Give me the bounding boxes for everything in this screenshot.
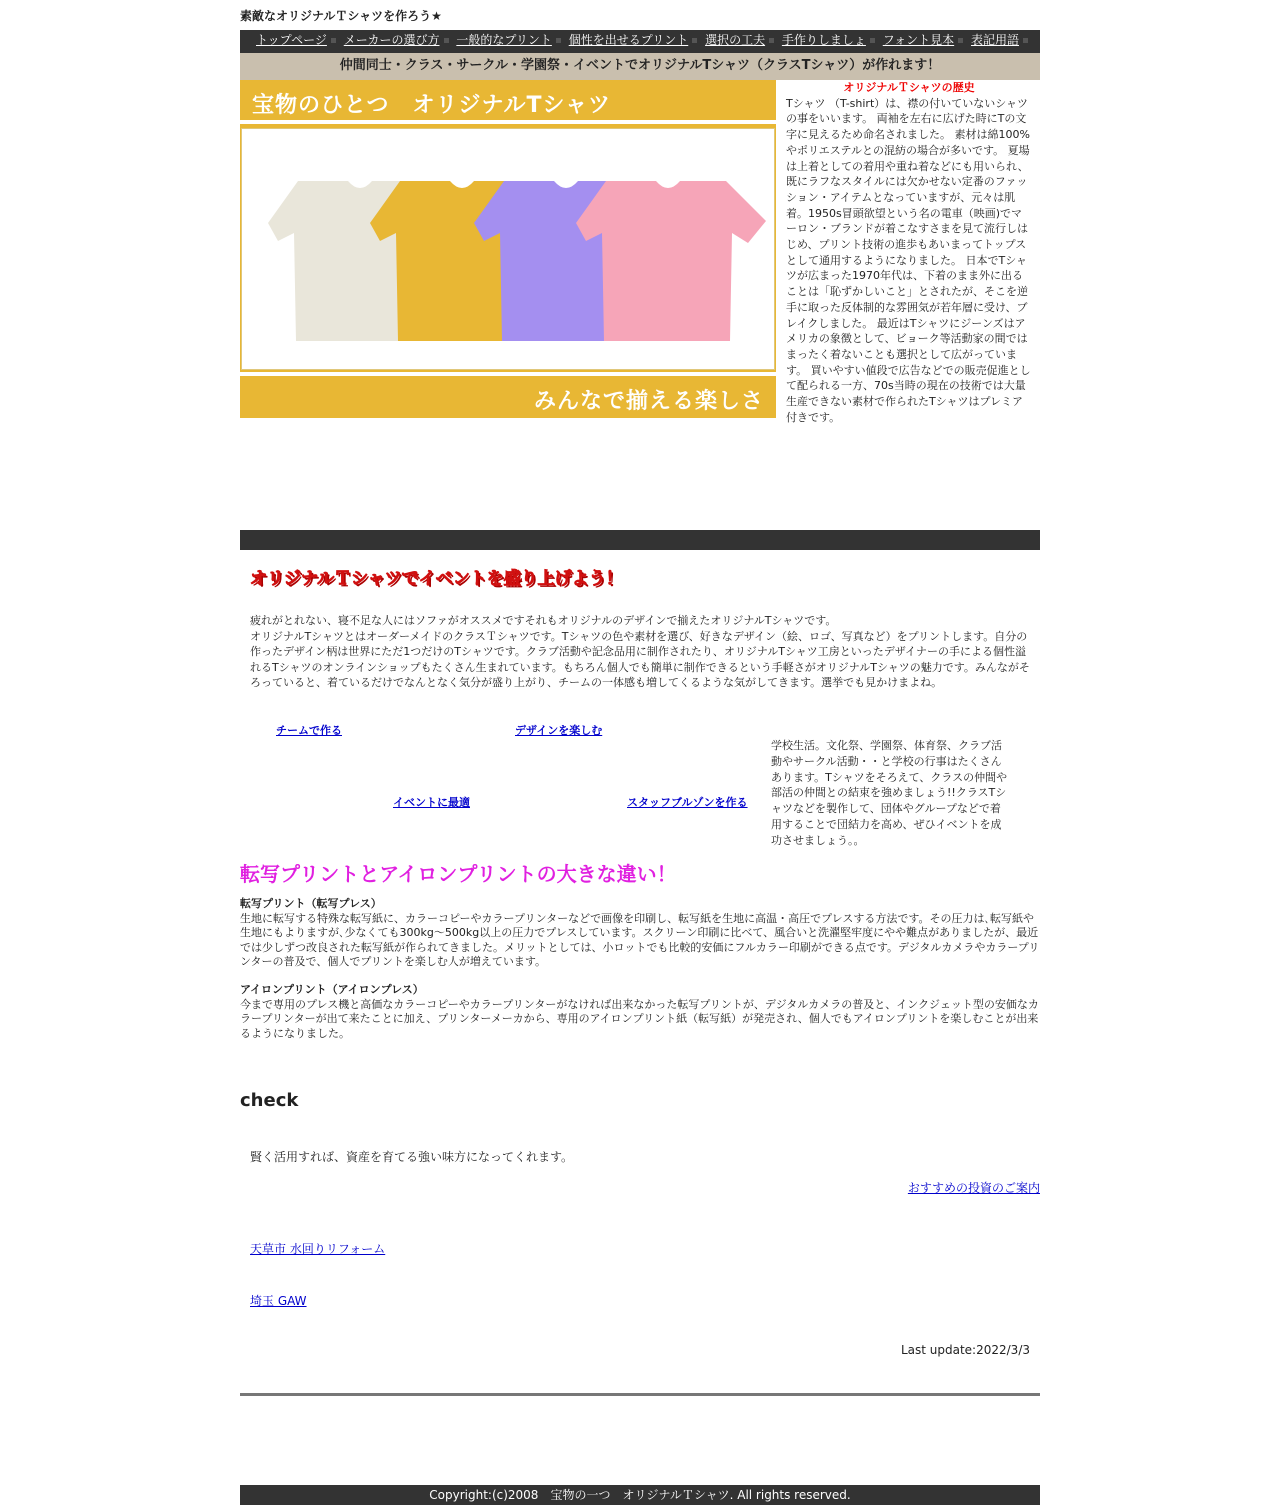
event-banner: オリジナルＴシャツでイベントを盛り上げよう！ [250,569,623,589]
nav-selection-tips[interactable]: 選択の工夫 [705,33,766,47]
check-tip: 賢く活用すれば、資産を育てる強い味方になってくれます。 [250,1150,574,1164]
tshirt-pink [576,181,766,341]
intro-text [250,613,1030,691]
footer-copyright: Copyright:(c)2008 宝物の一つ オリジナルＴシャツ. All rights reserved. [240,1485,1040,1505]
link-design[interactable]: デザインを楽しむ [515,724,603,737]
iron-print-text: 今まで専用のプレス機と高価なカラーコピーやカラープリンターがなければ出来なかった転写プリントが、デジタルカメラの普及と、インクジェット型の安価なカラープリンターが出て来たことに加え、プリンターメーカから、専用のアイロンプリント紙（転写紙）が発売され、個人でもアイロンプリントを楽しむことが出来るようになりました。 [240,997,1039,1040]
nav-unique-print[interactable]: 個性を出せるプリント [568,33,689,47]
top-nav [240,30,1040,53]
nav-font-samples[interactable]: フォント見本 [882,33,955,47]
intro-paragraph-1: 疲れがとれない、寝不足な人にはソファがオススメですそれもオリジナルのデザインで揃えたオリジナルTシャツです。 [250,614,837,627]
hero-divider [240,120,776,124]
nav-separator [331,38,336,43]
hero-subtitle: みんなで揃える楽しさ [533,389,764,414]
hero-title: 宝物のひとつ オリジナルTシャツ [252,93,612,118]
subtitle-bar: 仲間同士・クラス・サークル・学園祭・イベントでオリジナルTシャツ（クラスTシャツ）が作れます！ [240,53,1040,80]
tshirt-illustration [241,128,775,370]
nav-general-print[interactable]: 一般的なプリント [456,33,552,47]
iron-print-title: アイロンプリント（アイロンプレス） [240,983,424,996]
nav-maker[interactable]: メーカーの選び方 [343,33,440,47]
history-sidebar [786,80,1032,425]
link-staff-blouson[interactable]: スタッフブルゾンを作る [627,796,748,809]
site-title: 素敵なオリジナルＴシャツを作ろう★ [240,9,442,23]
history-title: オリジナルＴシャツの歴史 [843,81,975,94]
transfer-print-section [240,897,1040,970]
transfer-print-title: 転写プリント（転写プレス） [240,897,382,910]
nav-separator [1023,38,1028,43]
history-text: Tシャツ （T-shirt）は、襟の付いていないシャツの事をいいます。 両袖を左右に広げた時にTの文字に見えるため命名されました。 素材は綿100%やポリエステルとの混紡の場合が多いです。 夏場は上着としての着用や重ね着などにも用いられ、既にラフなスタイルには欠かせない定番のファッション・アイテムとなっていますが、元々は肌着。1950s冒頭欲望という名の電車（映画)でマーロン・ブランドが着こなすさまを見て流行しはじめ、プリント技術の進歩もあいまってトップスとして通用するようになりました。 日本でTシャツが広まった1970年代は、下着のまま外に出ることは「恥ずかしいこと」とされたが、そこを逆手に取った反体制的な雰囲気が若年層に受け、ブレイクしました。 最近はTシャツにジーンズはアメリカの象徴として、ビョーク等活動家の間ではまったく着ないことも選択として広がっています。 買いやすい値段で広告などでの販売促進として配られる一方、70s当時の現在の技術では大量生産できない素材で作られたTシャツはプレミア付きです。 [786,96,1031,424]
nav-separator [769,38,774,43]
hero-banner [240,80,776,418]
nav-handmade[interactable]: 手作りしましょ [781,33,866,47]
nav-separator [958,38,963,43]
check-heading: check [240,1090,299,1111]
nav-separator [444,38,449,43]
last-update: Last update:2022/3/3 [900,1343,1030,1357]
footer-rule [240,1393,1040,1396]
link-saitama-gaw[interactable]: 埼玉 GAW [250,1294,307,1308]
section-divider-bar [240,530,1040,550]
nav-separator [556,38,561,43]
nav-separator [870,38,875,43]
transfer-print-text: 生地に転写する特殊な転写紙に、カラーコピーやカラープリンターなどで画像を印刷し、転写紙を生地に高温・高圧でプレスする方法です。その圧力は､転写紙や生地にもよりますが､少なくても300kg～500kg以上の圧力でプレスしています。スクリーン印刷に比べて、風合いと洗濯堅牢度にやや難点がありましたが、最近では少しずつ改良された転写紙が作られてきました。メリットとしては、小ロットでも比較的安価にフルカラー印刷ができる点です。デジタルカメラやカラープリンターの普及で、個人でプリントを楽しむ人が増えています。 [240,911,1040,968]
nav-terms[interactable]: 表記用語 [970,33,1019,47]
tshirts-image [242,129,774,369]
intro-paragraph-2: オリジナルTシャツとはオーダーメイドのクラスＴシャツです。Tシャツの色や素材を選び、好きなデザイン（絵、ロゴ、写真など）をプリントします。自分の作ったデザイン柄は世界にただ1つだけのTシャツです。クラブ活動や記念品用に制作されたり、オリジナルTシャツ工房といったデザイナーの手による個性溢れるTシャツのオンラインショップもたくさん生まれています。もちろん個人でも簡単に制作できるという手軽さがオリジナルTシャツの魅力です。みんながそろっていると、着ているだけでなんとなく気分が盛り上がり、チームの一体感も増してくるような気がしてきます。選挙でも見かけまよね。 [250,629,1030,689]
hero-divider-bottom [240,372,776,376]
nav-top-page[interactable]: トップページ [256,33,327,47]
link-event[interactable]: イベントに最適 [393,796,470,809]
recommend-link[interactable]: おすすめの投資のご案内 [907,1181,1040,1195]
compare-heading: 転写プリントとアイロンプリントの大きな違い！ [240,862,677,886]
link-amakusa-reform[interactable]: 天草市 水回りリフォーム [250,1242,386,1256]
school-life-text: 学校生活。文化祭、学園祭、体育祭、クラブ活動やサークル活動・・と学校の行事はたくさんあります。Tシャツをそろえて、クラスの仲間や部活の仲間との結束を強めましょう!!クラスTシャツなどを製作して、団体やグループなどで着用することで団結力を高め、ぜひイベントを成功させましょう。。 [771,739,1008,847]
iron-print-section [240,983,1040,1041]
link-team[interactable]: チームで作る [276,724,342,737]
nav-separator [692,38,697,43]
